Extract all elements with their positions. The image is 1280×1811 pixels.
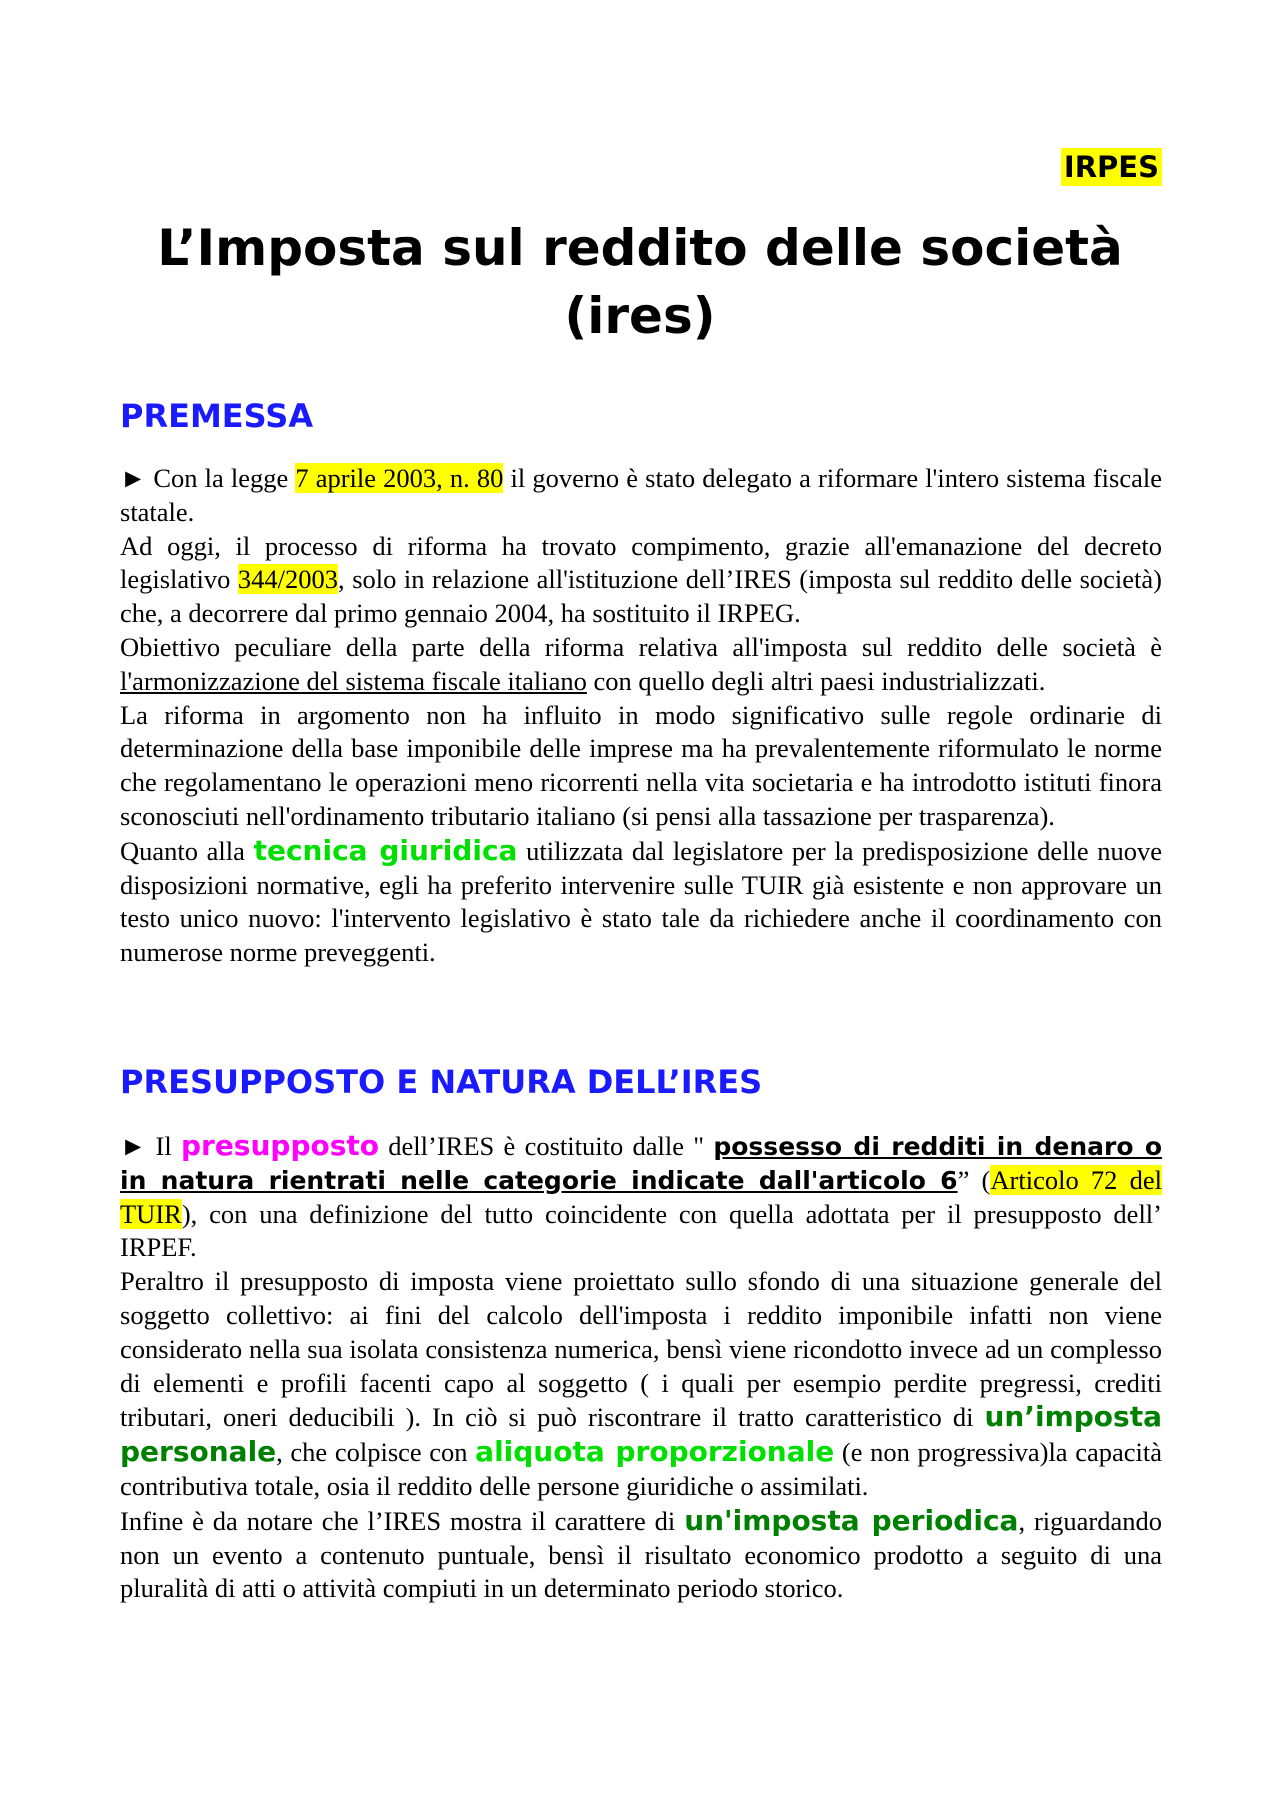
paragraph: Ad oggi, il processo di riforma ha trovato compimento, grazie all'emanazione del decreto legislativo 344/2003, solo in relazione all'istituzione dell’IRES (imposta sul reddito delle società) che, a decorrere dal primo gennaio 2004, ha sostituito il IRPEG. xyxy=(120,530,1162,629)
page-title: L’Imposta sul reddito delle società (ires) xyxy=(157,219,1123,345)
header-tag: IRPES xyxy=(1061,148,1162,186)
paragraph: Infine è da notare che l’IRES mostra il carattere di un'imposta periodica, riguardando non un evento a contenuto puntuale, bensì il risultato economico prodotto a seguito di una pluralità di atti o attività compiuti in un determinato periodo storico. xyxy=(120,1503,1163,1604)
keyword-aliquota-proporzionale: aliquota proporzionale xyxy=(475,1435,835,1469)
keyword-imposta-personale: un’imposta personale xyxy=(120,1400,1162,1469)
section-heading-premessa: PREMESSA xyxy=(120,397,314,435)
section-body-presupposto xyxy=(120,1129,1162,1606)
underlined-phrase: l'armonizzazione del sistema fiscale italiano xyxy=(120,665,587,696)
paragraph: ► Il presupposto dell’IRES è costituito dalle " possesso di redditi in denaro o in natura rientrati nelle categorie indicate dall'articolo 6” (Articolo 72 del TUIR), con una definizione del tutto coincidente con quella adottata per il presupposto dell’ IRPEF. xyxy=(120,1129,1163,1263)
paragraph: Quanto alla tecnica giuridica utilizzata dal legislatore per la predisposizione delle nuove disposizioni normative, egli ha preferito intervenire sulle TUIR già esistente e non approvare un testo unico nuovo: l'intervento legislativo è stato tale da richiedere anche il coordinamento con numerose norme preveggenti. xyxy=(120,833,1163,968)
keyword-tecnica-giuridica: tecnica giuridica xyxy=(253,833,518,867)
highlight-article-reference: Articolo 72 del TUIR xyxy=(120,1164,1163,1229)
keyword-presupposto: presupposto xyxy=(180,1129,380,1162)
section-body-premessa xyxy=(120,462,1162,970)
paragraph: Obiettivo peculiare della parte della riforma relativa all'imposta sul reddito delle società è l'armonizzazione del sistema fiscale italiano con quello degli altri paesi industrializzati. xyxy=(120,631,1162,696)
quoted-definition: possesso di redditi in denaro o in natura rientrati nelle categorie indicate dall'articolo 6 xyxy=(120,1132,1163,1195)
highlight-decree-number: 344/2003 xyxy=(237,564,339,595)
paragraph: La riforma in argomento non ha influito in modo significativo sulle regole ordinarie di determinazione della base imponibile delle imprese ma ha prevalentemente riformulato le norme che regolamentano le operazioni meno ricorrenti nella vita societaria e ha introdotto istituti finora sconosciuti nell'ordinamento tributario italiano (si pensi alla tassazione per trasparenza). xyxy=(120,699,1162,831)
section-heading-presupposto: PRESUPPOSTO E NATURA DELL’IRES xyxy=(120,1063,763,1101)
keyword-imposta-periodica: un'imposta periodica xyxy=(684,1503,1019,1537)
paragraph: ► Con la legge 7 aprile 2003, n. 80 il governo è stato delegato a riformare l'intero sistema fiscale statale. xyxy=(120,463,1162,527)
paragraph: Peraltro il presupposto di imposta viene proiettato sullo sfondo di una situazione generale del soggetto collettivo: ai fini del calcolo dell'imposta i reddito imponibile infatti non viene considerato nella sua isolata consistenza numerica, bensì viene ricondotto invece ad un complesso di elementi e profili facenti capo al soggetto ( i quali per esempio perdite pregressi, crediti tributari, oneri deducibili ). In ciò si può riscontrare il tratto caratteristico di un’imposta personale, che colpisce con aliquota proporzionale (e non progressiva)la capacità contributiva totale, osia il reddito delle persone giuridiche o assimilati. xyxy=(120,1266,1162,1501)
highlight-law-date: 7 aprile 2003, n. 80 xyxy=(295,463,504,493)
